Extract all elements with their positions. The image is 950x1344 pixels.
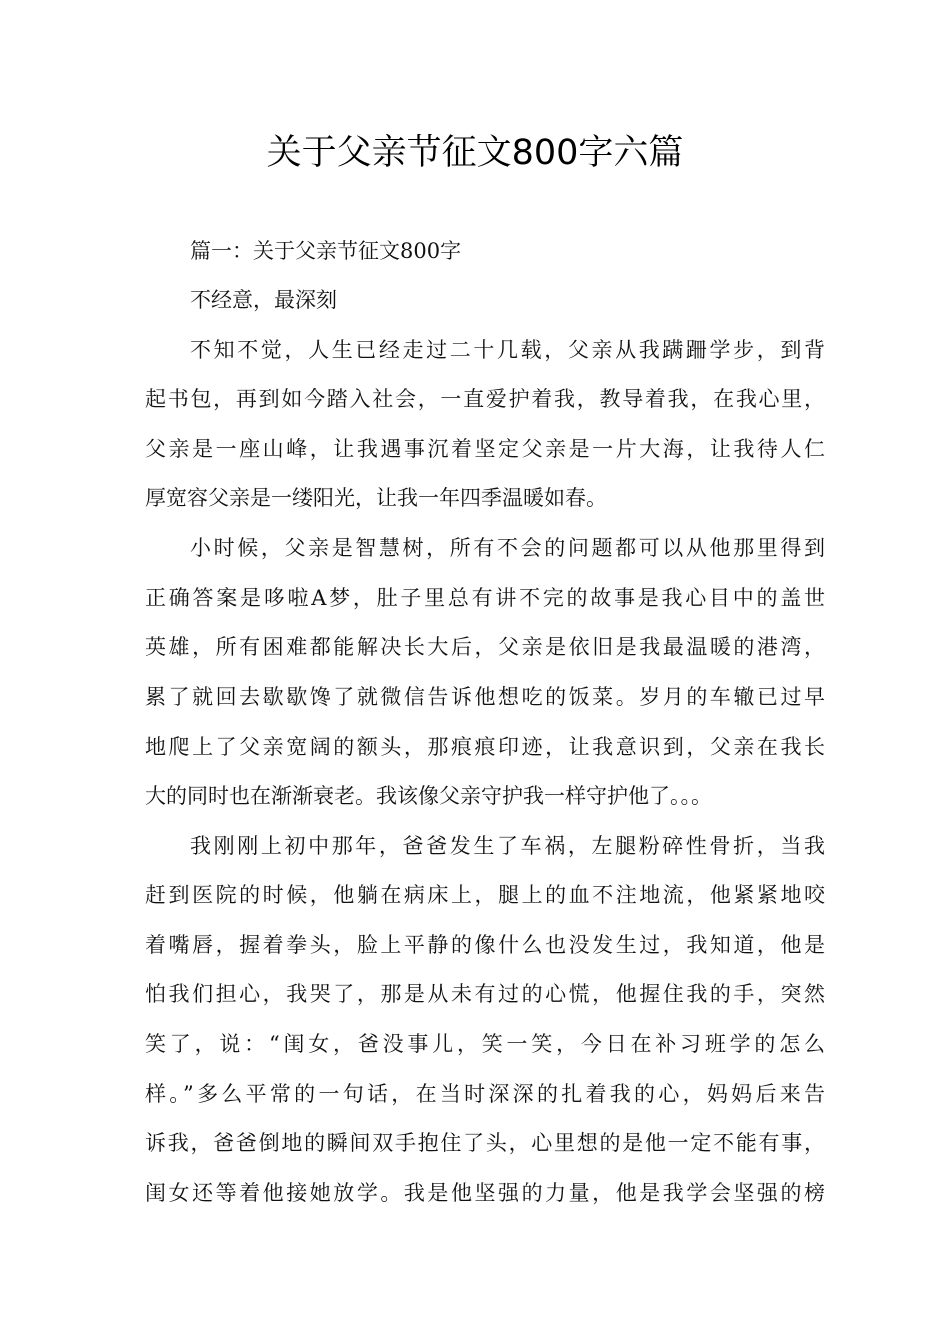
section-heading: 篇一：关于父亲节征文800字 xyxy=(190,239,462,263)
paragraph-line: 地爬上了父亲宽阔的额头，那痕痕印迹，让我意识到，父亲在我长 xyxy=(145,735,825,759)
document-title: 关于父亲节征文800字六篇 xyxy=(266,133,684,173)
paragraph-line: 赶到医院的时候，他躺在病床上，腿上的血不注地流，他紧紧地咬 xyxy=(145,883,825,907)
essay-subtitle: 不经意，最深刻 xyxy=(190,288,337,312)
paragraph-line: 英雄，所有困难都能解决长大后，父亲是依旧是我最温暖的港湾， xyxy=(145,635,825,659)
paragraph-line: 样。”多么平常的一句话，在当时深深的扎着我的心，妈妈后来告 xyxy=(145,1082,825,1106)
paragraph-line: 小时候，父亲是智慧树，所有不会的问题都可以从他那里得到 xyxy=(190,536,825,560)
paragraph-line: 不知不觉，人生已经走过二十几载，父亲从我蹒跚学步，到背 xyxy=(190,338,825,362)
paragraph-line: 大的同时也在渐渐衰老。我该像父亲守护我一样守护他了。。。 xyxy=(145,784,712,808)
paragraph-line: 怕我们担心，我哭了，那是从未有过的心慌，他握住我的手，突然 xyxy=(145,982,825,1006)
paragraph-line: 我刚刚上初中那年，爸爸发生了车祸，左腿粉碎性骨折，当我 xyxy=(190,834,825,858)
paragraph-line: 闺女还等着他接她放学。我是他坚强的力量，他是我学会坚强的榜 xyxy=(145,1181,825,1205)
paragraph-line: 累了就回去歇歇馋了就微信告诉他想吃的饭菜。岁月的车辙已过早 xyxy=(145,685,825,709)
paragraph-line: 厚宽容父亲是一缕阳光，让我一年四季温暖如春。 xyxy=(145,486,607,510)
paragraph-line: 正确答案是哆啦A梦，肚子里总有讲不完的故事是我心目中的盖世 xyxy=(145,586,825,610)
paragraph-line: 着嘴唇，握着拳头，脸上平静的像什么也没发生过，我知道，他是 xyxy=(145,933,825,957)
paragraph-line: 诉我，爸爸倒地的瞬间双手抱住了头，心里想的是他一定不能有事， xyxy=(145,1131,825,1155)
paragraph-line: 起书包，再到如今踏入社会，一直爱护着我，教导着我，在我心里， xyxy=(145,387,825,411)
paragraph-line: 笑了，说：“闺女，爸没事儿，笑一笑，今日在补习班学的怎么 xyxy=(145,1032,825,1056)
paragraph-line: 父亲是一座山峰，让我遇事沉着坚定父亲是一片大海，让我待人仁 xyxy=(145,437,825,461)
